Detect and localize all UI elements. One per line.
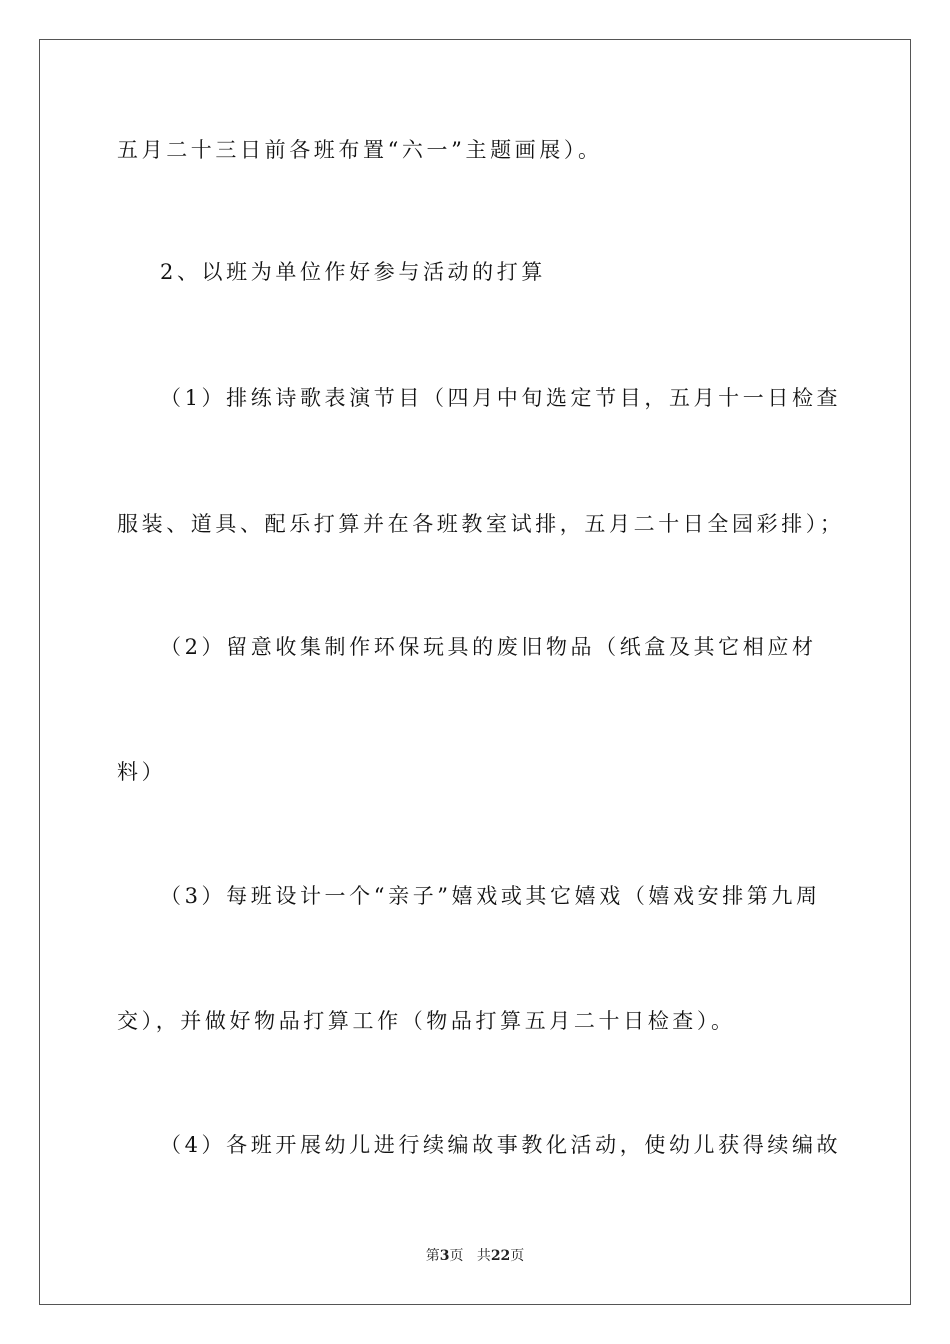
body-line-item-1: （1）排练诗歌表演节目（四月中旬选定节目，五月十一日检查 xyxy=(160,386,842,410)
page-border xyxy=(39,39,911,1305)
body-line-item-4: （4）各班开展幼儿进行续编故事教化活动，使幼儿获得续编故 xyxy=(160,1133,842,1157)
footer-page-prefix: 第 xyxy=(425,1248,440,1264)
body-line-item-3-cont: 交），并做好物品打算工作（物品打算五月二十日检查）。 xyxy=(117,1009,736,1033)
footer-total-pages: 22 xyxy=(490,1248,511,1264)
body-line-item-2: （2）留意收集制作环保玩具的废旧物品（纸盒及其它相应材 xyxy=(160,635,817,659)
footer-page-suffix: 页 xyxy=(449,1248,464,1264)
section-heading-2: 2、以班为单位作好参与活动的打算 xyxy=(160,260,546,284)
body-line-1: 五月二十三日前各班布置“六一”主题画展）。 xyxy=(117,138,603,162)
footer-page-number: 3 xyxy=(439,1248,450,1264)
body-line-item-1-cont: 服装、道具、配乐打算并在各班教室试排，五月二十日全园彩排）； xyxy=(117,512,845,536)
footer-total-prefix: 共 xyxy=(476,1248,491,1264)
footer-total-suffix: 页 xyxy=(510,1248,525,1264)
body-line-item-2-cont: 料） xyxy=(117,760,167,784)
page-footer xyxy=(0,1246,950,1266)
body-line-item-3: （3）每班设计一个“亲子”嬉戏或其它嬉戏（嬉戏安排第九周 xyxy=(160,884,821,908)
